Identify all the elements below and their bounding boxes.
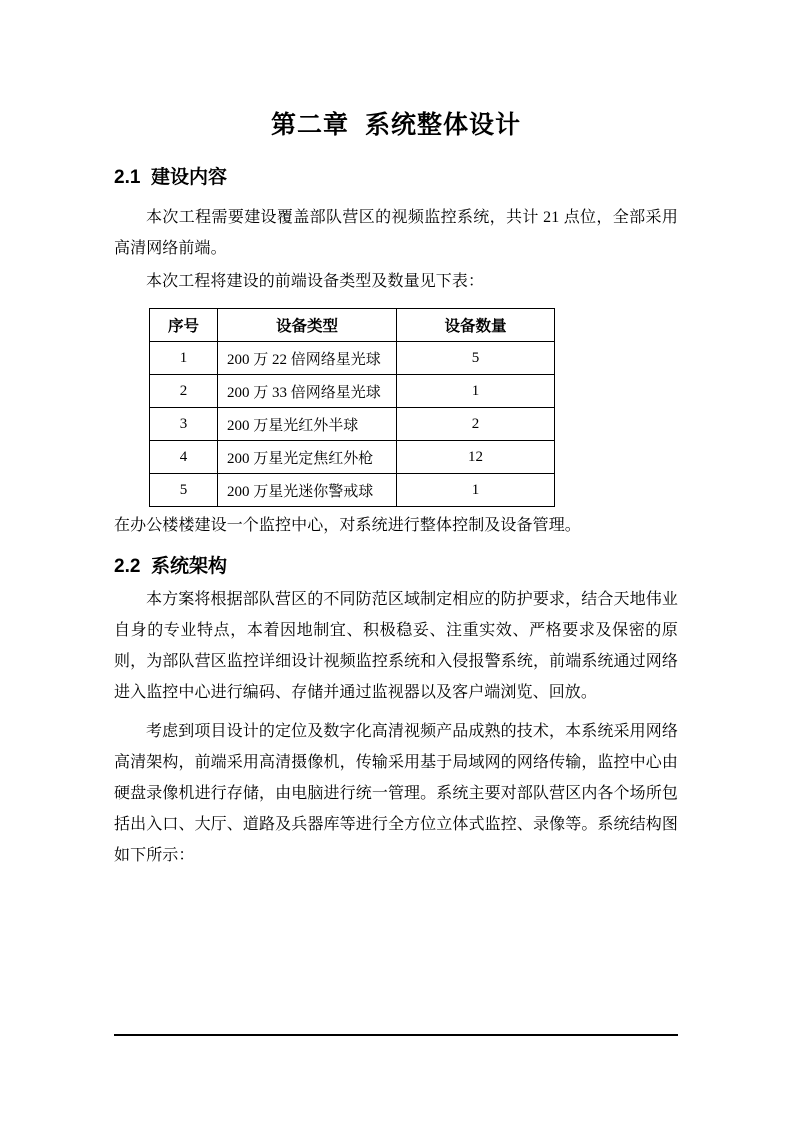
column-header-index: 序号 <box>150 309 218 342</box>
table-row <box>150 342 555 375</box>
cell-device-type: 200 万星光红外半球 <box>218 408 397 441</box>
cell-index: 1 <box>150 342 218 375</box>
table-row <box>150 441 555 474</box>
paragraph-construction-2: 本次工程将建设的前端设备类型及数量见下表： <box>146 273 485 290</box>
cell-device-count: 5 <box>397 342 555 375</box>
cell-device-type: 200 万星光定焦红外枪 <box>218 441 397 474</box>
table-row <box>150 474 555 507</box>
device-table-body <box>150 342 555 507</box>
page-content <box>114 0 678 871</box>
footer-separator-rule <box>114 1034 678 1036</box>
chapter-title: 第二章 系统整体设计 <box>271 111 521 139</box>
paragraph-architecture-1: 本方案将根据部队营区的不同防范区域制定相应的防护要求，结合天地伟业自身的专业特点，本着因地制宜、积极稳妥、注重实效、严格要求及保密的原则，为部队营区监控详细设计视频监控系统和入侵报警系统，前端系统通过网络进入监控中心进行编码、存储并通过监视器以及客户端浏览、回放。 <box>114 591 678 701</box>
cell-device-type: 200 万 22 倍网络星光球 <box>218 342 397 375</box>
cell-index: 4 <box>150 441 218 474</box>
device-table-head <box>150 309 555 342</box>
column-header-device-type: 设备类型 <box>218 309 397 342</box>
table-row <box>150 375 555 408</box>
cell-index: 2 <box>150 375 218 408</box>
table-header-row <box>150 309 555 342</box>
cell-device-count: 2 <box>397 408 555 441</box>
cell-index: 5 <box>150 474 218 507</box>
cell-device-count: 1 <box>397 474 555 507</box>
section-heading-2-1: 2.1 建设内容 <box>114 167 227 188</box>
cell-device-count: 1 <box>397 375 555 408</box>
cell-index: 3 <box>150 408 218 441</box>
cell-device-type: 200 万 33 倍网络星光球 <box>218 375 397 408</box>
cell-device-count: 12 <box>397 441 555 474</box>
cell-device-type: 200 万星光迷你警戒球 <box>218 474 397 507</box>
paragraph-construction-1: 本次工程需要建设覆盖部队营区的视频监控系统，共计 21 点位，全部采用高清网络前端。 <box>114 209 678 257</box>
column-header-device-count: 设备数量 <box>397 309 555 342</box>
device-table <box>149 308 555 507</box>
device-table-container <box>114 297 678 510</box>
section-heading-2-2: 2.2 系统架构 <box>114 556 227 577</box>
table-row <box>150 408 555 441</box>
paragraph-construction-3: 在办公楼楼建设一个监控中心，对系统进行整体控制及设备管理。 <box>114 517 581 534</box>
paragraph-architecture-2: 考虑到项目设计的定位及数字化高清视频产品成熟的技术，本系统采用网络高清架构，前端采用高清摄像机，传输采用基于局域网的网络传输，监控中心由硬盘录像机进行存储，由电脑进行统一管理。系统主要对部队营区内各个场所包括出入口、大厅、道路及兵器库等进行全方位立体式监控、录像等。系统结构图如下所示： <box>114 723 678 864</box>
